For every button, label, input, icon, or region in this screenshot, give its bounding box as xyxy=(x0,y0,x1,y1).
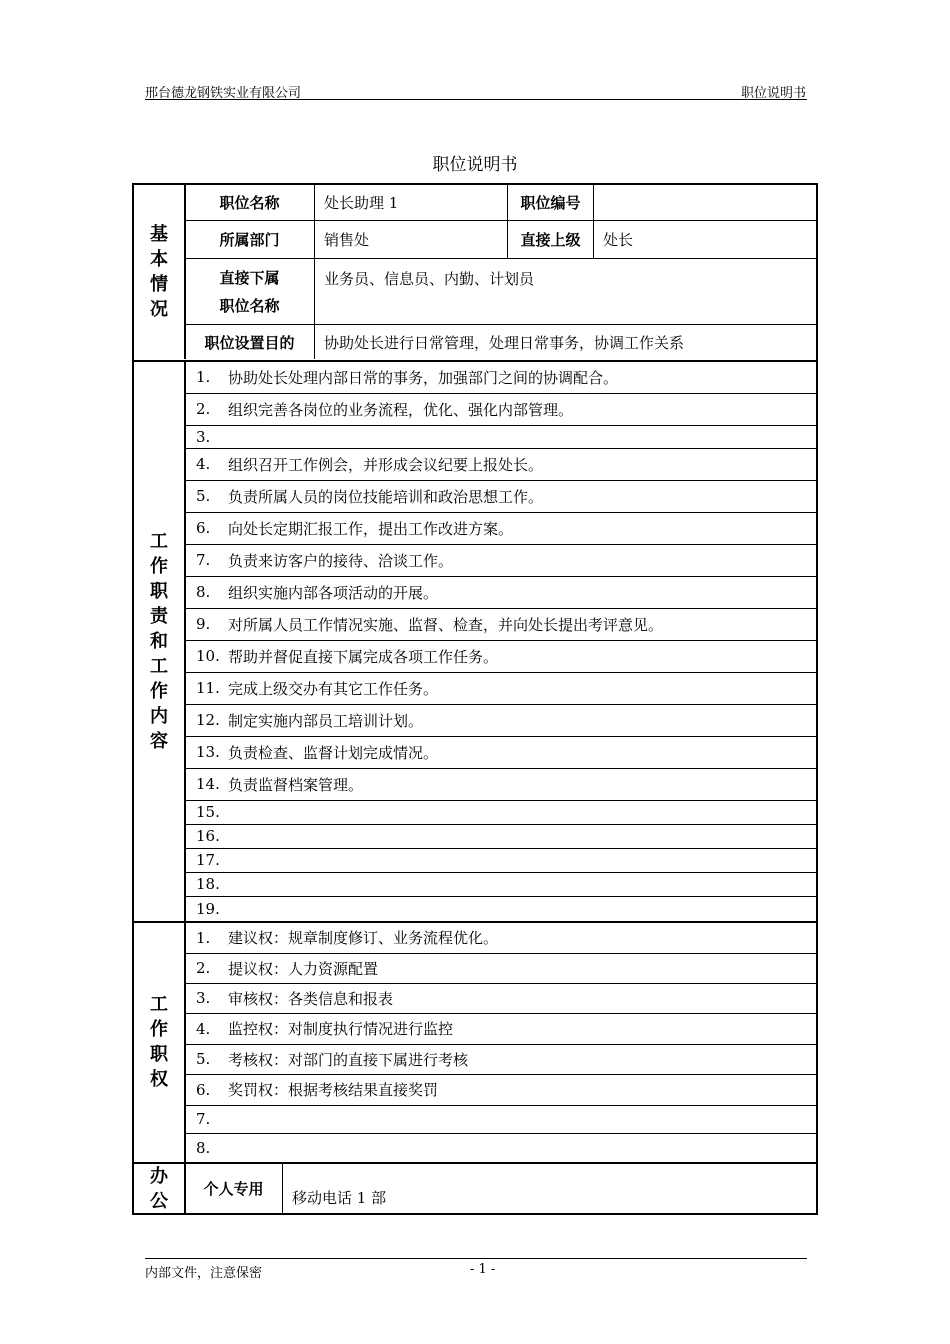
list-item-text: 向处长定期汇报工作，提出工作改进方案。 xyxy=(228,519,514,538)
section-char: 职 xyxy=(150,1044,168,1065)
list-item xyxy=(186,848,818,872)
list-item xyxy=(186,704,818,736)
list-item-number: 2. xyxy=(196,400,211,418)
section-char: 作 xyxy=(150,555,168,577)
section-char: 责 xyxy=(150,605,168,627)
list-item xyxy=(186,953,818,983)
list-item-text: 负责检查、监督计划完成情况。 xyxy=(228,743,439,762)
purpose-value: 协助处长进行日常管理，处理日常事务，协调工作关系 xyxy=(324,334,685,352)
list-item xyxy=(186,361,818,393)
section-char: 作 xyxy=(150,1019,168,1040)
list-item-number: 12. xyxy=(196,711,220,729)
list-item xyxy=(186,608,818,640)
list-item-text: 完成上级交办有其它工作任务。 xyxy=(228,679,439,698)
list-item xyxy=(186,983,818,1013)
section-char: 情 xyxy=(150,274,168,295)
list-item xyxy=(186,576,818,608)
position-name-value: 处长助理 1 xyxy=(324,194,399,212)
list-item-number: 17. xyxy=(196,851,220,869)
list-item xyxy=(186,768,818,800)
list-item xyxy=(186,896,818,921)
list-item-text: 监控权：对制度执行情况进行监控 xyxy=(228,1020,454,1038)
footer-divider xyxy=(145,1258,807,1259)
department-value: 销售处 xyxy=(324,231,370,249)
list-item-text: 负责来访客户的接待、洽谈工作。 xyxy=(228,551,454,570)
list-item-text: 组织完善各岗位的业务流程，优化、强化内部管理。 xyxy=(228,400,574,419)
section-char: 职 xyxy=(150,580,168,602)
confidential-note: 内部文件，注意保密 xyxy=(145,1266,263,1281)
list-item xyxy=(186,824,818,848)
list-item-number: 14. xyxy=(196,775,220,793)
list-item xyxy=(186,800,818,824)
list-item-number: 6. xyxy=(196,1080,211,1099)
list-item xyxy=(186,512,818,544)
section-char: 权 xyxy=(150,1069,168,1090)
list-item-number: 3. xyxy=(196,989,211,1007)
list-item-number: 8. xyxy=(196,1138,211,1157)
list-item xyxy=(186,448,818,480)
list-item xyxy=(186,1013,818,1044)
section-authority-label xyxy=(134,922,184,1162)
section-duties-label xyxy=(134,361,184,921)
position-code-label: 职位编号 xyxy=(520,194,581,212)
section-char: 作 xyxy=(150,680,168,702)
list-item xyxy=(186,640,818,672)
personal-use-value: 移动电话 1 部 xyxy=(292,1189,387,1207)
section-char: 工 xyxy=(150,655,168,677)
list-item-number: 3. xyxy=(196,427,211,446)
list-item-number: 4. xyxy=(196,1019,211,1038)
list-item-text: 组织实施内部各项活动的开展。 xyxy=(228,583,439,602)
section-char: 工 xyxy=(150,994,168,1015)
list-item-number: 4. xyxy=(196,455,211,473)
list-item-number: 10. xyxy=(196,647,220,665)
list-item xyxy=(186,736,818,768)
list-item-text: 奖罚权：根据考核结果直接奖罚 xyxy=(228,1081,439,1099)
section-char: 基 xyxy=(150,224,168,245)
list-item-number: 6. xyxy=(196,519,211,537)
list-item xyxy=(186,425,818,448)
list-item-number: 13. xyxy=(196,743,220,761)
subordinate-value: 业务员、信息员、内勤、计划员 xyxy=(324,270,535,288)
section-char: 本 xyxy=(150,249,168,270)
position-name-label: 职位名称 xyxy=(219,194,280,212)
personal-use-label: 个人专用 xyxy=(203,1179,264,1198)
section-char: 和 xyxy=(150,630,168,652)
list-item-text: 考核权：对部门的直接下属进行考核 xyxy=(228,1050,469,1069)
list-item xyxy=(186,544,818,576)
list-item-number: 8. xyxy=(196,583,211,601)
list-item xyxy=(186,1074,818,1105)
list-item-number: 5. xyxy=(196,1050,211,1068)
position-code-value xyxy=(594,185,818,220)
section-char: 况 xyxy=(150,299,168,320)
list-item-number: 5. xyxy=(196,487,211,505)
list-item-number: 9. xyxy=(196,615,211,633)
list-item-text: 审核权：各类信息和报表 xyxy=(228,989,394,1008)
list-item-text: 制定实施内部员工培训计划。 xyxy=(228,711,424,730)
list-item-text: 负责监督档案管理。 xyxy=(228,775,364,794)
list-item xyxy=(186,922,818,953)
superior-value: 处长 xyxy=(603,231,634,249)
department-label: 所属部门 xyxy=(219,231,280,249)
section-office-label xyxy=(134,1163,184,1215)
list-item-text: 提议权：人力资源配置 xyxy=(228,959,379,978)
section-char: 办 xyxy=(150,1166,168,1187)
section-char: 容 xyxy=(150,730,168,752)
list-item-number: 15. xyxy=(196,803,220,821)
document-title: 职位说明书 xyxy=(432,155,518,175)
list-item xyxy=(186,1044,818,1074)
list-item xyxy=(186,872,818,896)
list-item-number: 11. xyxy=(196,679,220,697)
superior-label: 直接上级 xyxy=(520,231,581,249)
list-item-text: 建议权：规章制度修订、业务流程优化。 xyxy=(228,929,499,947)
list-item-number: 1. xyxy=(196,368,211,386)
list-item xyxy=(186,480,818,512)
list-item-text: 帮助并督促直接下属完成各项工作任务。 xyxy=(228,647,499,666)
page-number: - 1 - xyxy=(470,1262,496,1277)
list-item-text: 协助处长处理内部日常的事务，加强部门之间的协调配合。 xyxy=(228,368,619,387)
section-char: 公 xyxy=(150,1191,168,1212)
header-doc-type: 职位说明书 xyxy=(740,86,806,101)
section-char: 工 xyxy=(150,530,168,552)
list-item-text: 组织召开工作例会，并形成会议纪要上报处长。 xyxy=(228,455,544,474)
list-item-number: 1. xyxy=(196,928,211,947)
list-item-number: 18. xyxy=(196,875,220,893)
subordinate-label-line2: 职位名称 xyxy=(219,296,280,315)
list-item-number: 16. xyxy=(196,827,220,845)
list-item xyxy=(186,1133,818,1162)
company-name: 邢台德龙钢铁实业有限公司 xyxy=(145,86,302,101)
list-item xyxy=(186,1105,818,1133)
job-description-table xyxy=(132,183,818,1215)
list-item xyxy=(186,672,818,704)
section-basic-label xyxy=(134,185,184,359)
list-item-number: 7. xyxy=(196,1110,211,1128)
list-item-text: 对所属人员工作情况实施、监督、检查，并向处长提出考评意见。 xyxy=(228,615,664,634)
list-item-text: 负责所属人员的岗位技能培训和政治思想工作。 xyxy=(228,487,544,506)
subordinate-label xyxy=(185,259,314,324)
list-item-number: 2. xyxy=(196,959,211,977)
list-item xyxy=(186,393,818,425)
purpose-label: 职位设置目的 xyxy=(204,334,295,352)
header-divider xyxy=(145,99,807,100)
subordinate-label-line1: 直接下属 xyxy=(219,268,280,287)
list-item-number: 7. xyxy=(196,551,211,569)
list-item-number: 19. xyxy=(196,899,220,918)
section-char: 内 xyxy=(150,705,168,727)
